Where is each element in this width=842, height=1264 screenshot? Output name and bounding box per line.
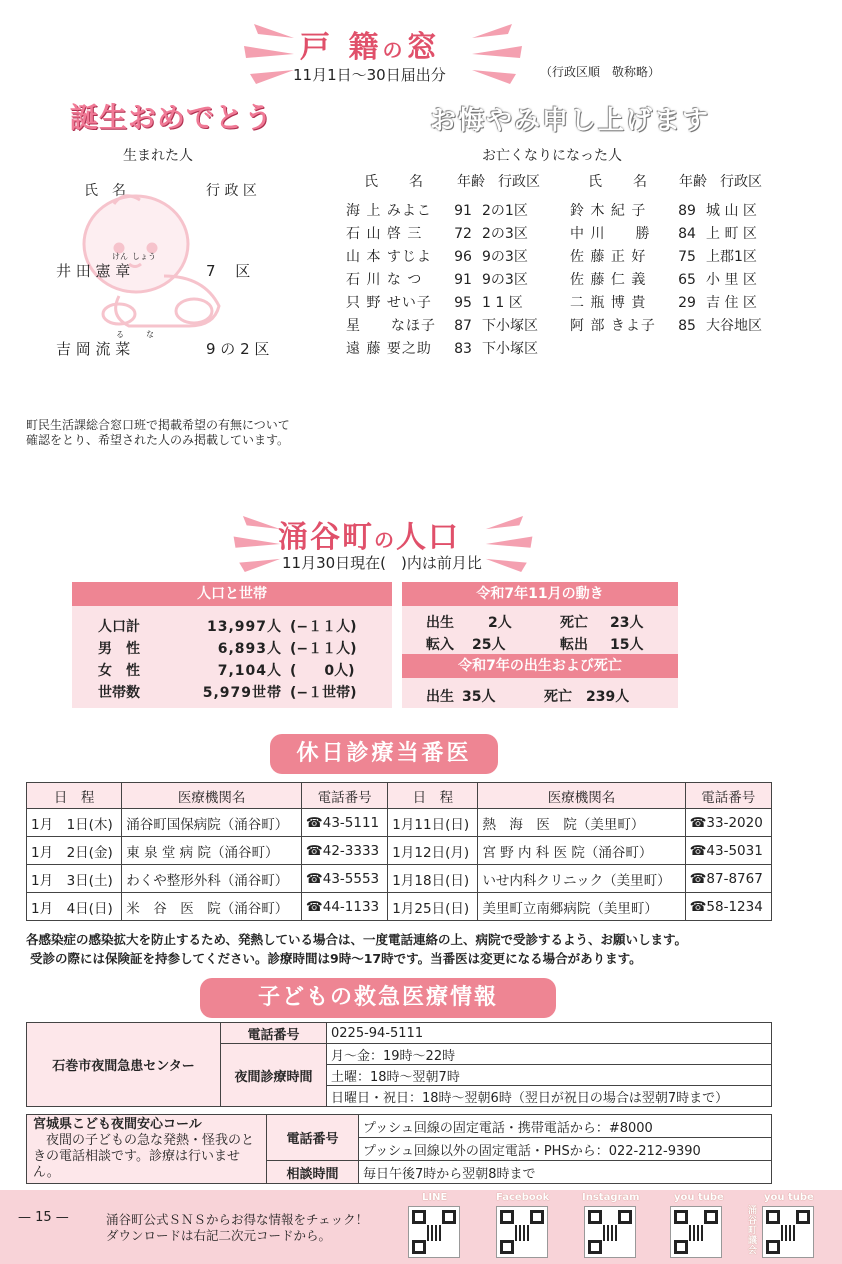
month-out-label: 転出 — [560, 637, 588, 653]
population-box — [72, 582, 392, 708]
age: 91 — [454, 272, 472, 288]
name: 遠 藤 要之助 — [346, 341, 432, 357]
pop-row-diff: ( 0人) — [290, 663, 355, 679]
call-info — [27, 1115, 267, 1184]
age: 65 — [678, 272, 696, 288]
deceased-row — [570, 246, 786, 269]
age: 83 — [454, 341, 472, 357]
holiday-title: 休日診療当番医 — [270, 734, 498, 774]
deceased-row — [346, 200, 562, 223]
district: 1 1 区 — [482, 295, 523, 311]
month-in: 25人 — [472, 637, 506, 653]
births-col-district: 行 政 区 — [206, 183, 257, 199]
name: 石 川 な つ — [346, 272, 423, 288]
birth-ruby: な — [146, 330, 154, 339]
birth-ruby: けん — [112, 252, 128, 261]
deceased-row — [570, 223, 786, 246]
phone: ☎43-5031 — [685, 837, 771, 865]
deceased-list-right — [570, 200, 786, 338]
births-title: 誕生おめでとう — [70, 101, 274, 134]
title-rays-left — [238, 24, 298, 84]
district: 2の1区 — [482, 203, 528, 219]
koseki-title-a: 戸 籍 — [300, 30, 383, 65]
pop-row-value: 7,104人 — [217, 663, 282, 679]
date: 1月 2日(金) — [27, 837, 122, 865]
hours-saturday: 土曜：18時〜翌朝7時 — [327, 1065, 772, 1086]
name: 佐 藤 正 好 — [570, 249, 647, 265]
district: 下小塚区 — [482, 318, 538, 334]
night-hours-label: 夜間診療時間 — [221, 1044, 327, 1107]
date: 1月 3日(土) — [27, 865, 122, 893]
name: 海 上 みよこ — [346, 203, 432, 219]
month-in-label: 転入 — [426, 637, 454, 653]
deceased-row — [570, 292, 786, 315]
district: 小 里 区 — [706, 272, 757, 288]
koseki-subtitle: 11月1日〜30日届出分 — [293, 66, 446, 84]
col-phone: 電話番号 — [301, 783, 387, 809]
call-name: 宮城県こども夜間安心コール — [33, 1117, 202, 1132]
name: 山 本 すじよ — [346, 249, 432, 265]
pop-title-no: の — [374, 528, 396, 552]
qr-label-youtube-assembly: you tube — [764, 1192, 814, 1203]
birth-name: 井 田 憲 章 — [56, 262, 131, 280]
date: 1月 1日(木) — [27, 809, 122, 837]
holiday-header-row — [27, 783, 772, 809]
table-row — [27, 893, 772, 921]
age: 72 — [454, 226, 472, 242]
call-time-label: 相談時間 — [267, 1161, 359, 1184]
col-clinic: 医療機関名 — [122, 783, 302, 809]
month-birth: 2人 — [488, 615, 512, 631]
district: 大谷地区 — [706, 318, 762, 334]
holiday-note-2: 受診の際には保険証を持参してください。診療時間は9時〜17時です。当番医は変更になる場合があります。 — [30, 951, 642, 966]
koseki-title-no: の — [382, 38, 407, 62]
clinic: 涌谷町国保病院（涌谷町） — [122, 809, 302, 837]
clinic: 熱 海 医 院（美里町） — [478, 809, 685, 837]
deceased-header-right — [588, 171, 792, 191]
pop-row-label: 人口計 — [98, 619, 140, 635]
date: 1月25日(日) — [388, 893, 478, 921]
col-clinic: 医療機関名 — [478, 783, 685, 809]
name: 二 瓶 博 貴 — [570, 295, 647, 311]
birth-row-1 — [56, 252, 156, 281]
center-name: 石巻市夜間急患センター — [27, 1023, 221, 1107]
pop-row-value: 6,893人 — [217, 641, 282, 657]
col-phone: 電話番号 — [685, 783, 771, 809]
pop-row-diff: (−１１人) — [290, 619, 357, 635]
year-birth-label: 出生 — [426, 689, 454, 705]
col-date: 日 程 — [27, 783, 122, 809]
pop-row-label: 女 性 — [98, 663, 140, 679]
call-phone-2: プッシュ回線以外の固定電話・PHSから：022-212-9390 — [359, 1138, 772, 1161]
year-header: 令和7年の出生および死亡 — [402, 654, 678, 678]
qr-label-line: LINE — [422, 1192, 448, 1203]
qr-code-youtube-assembly[interactable] — [762, 1206, 814, 1258]
clinic: 米 谷 医 院（涌谷町） — [122, 893, 302, 921]
birth-ruby: しょう — [132, 252, 156, 261]
population-subtitle: 11月30日現在( )内は前月比 — [282, 554, 482, 572]
qr-side-label: 涌谷町議会 — [748, 1206, 758, 1256]
qr-code-line[interactable] — [408, 1206, 460, 1258]
phone: ☎42-3333 — [301, 837, 387, 865]
district: 下小塚区 — [482, 341, 538, 357]
hours-weekday: 月〜金：19時〜22時 — [327, 1044, 772, 1065]
age: 95 — [454, 295, 472, 311]
pop-row-label: 世帯数 — [98, 685, 140, 701]
koseki-title-b: 窓 — [406, 30, 441, 65]
age: 75 — [678, 249, 696, 265]
qr-code-facebook[interactable] — [496, 1206, 548, 1258]
night-center-table — [26, 1022, 772, 1107]
clinic: 東 泉 堂 病 院（涌谷町） — [122, 837, 302, 865]
population-box-header: 人口と世帯 — [72, 582, 392, 606]
clinic: わくや整形外科（涌谷町） — [122, 865, 302, 893]
date: 1月 4日(日) — [27, 893, 122, 921]
order-note: （行政区順 敬称略） — [540, 65, 661, 79]
deceased-row — [570, 315, 786, 338]
name: 只 野 せい子 — [346, 295, 432, 311]
district: 9の3区 — [482, 249, 528, 265]
deceased-header-left — [364, 171, 570, 191]
pop-title-a: 涌谷町 — [278, 520, 374, 555]
deceased-row — [346, 246, 562, 269]
qr-code-instagram[interactable] — [584, 1206, 636, 1258]
col-district: 行政区 — [498, 174, 540, 190]
age: 85 — [678, 318, 696, 334]
name: 中 川 勝 — [570, 226, 651, 242]
qr-label-facebook: Facebook — [496, 1192, 550, 1203]
birth-name: 吉 岡 流 菜 — [56, 340, 131, 358]
month-death: 23人 — [610, 615, 644, 631]
table-row — [27, 865, 772, 893]
pop-rays-right — [482, 516, 538, 572]
pop-rays-left — [228, 516, 284, 572]
phone: ☎43-5111 — [301, 809, 387, 837]
title-rays-right — [468, 24, 528, 84]
name: 佐 藤 仁 義 — [570, 272, 647, 288]
table-row — [27, 809, 772, 837]
night-call-table — [26, 1114, 772, 1184]
name: 星 なほ子 — [346, 318, 436, 334]
deceased-row — [346, 292, 562, 315]
qr-label-youtube: you tube — [674, 1192, 724, 1203]
col-age: 年齢 — [679, 174, 707, 190]
pop-row-value: 13,997人 — [206, 619, 282, 635]
col-name: 氏 名 — [588, 174, 648, 190]
birth-ruby: る — [116, 330, 124, 339]
district: 吉 住 区 — [706, 295, 757, 311]
phone: ☎87-8767 — [685, 865, 771, 893]
age: 89 — [678, 203, 696, 219]
phone: ☎43-5553 — [301, 865, 387, 893]
call-desc: 夜間の子どもの急な発熱・怪我のときの電話相談です。診療は行いません。 — [33, 1133, 255, 1180]
pop-row-label: 男 性 — [98, 641, 140, 657]
pop-row-value: 5,979世帯 — [202, 685, 282, 701]
col-name: 氏 名 — [364, 174, 424, 190]
births-caption: 生まれた人 — [123, 148, 193, 164]
deceased-row — [570, 269, 786, 292]
condolences-caption: お亡くなりになった人 — [482, 148, 622, 164]
footer-line-2: ダウンロードは右記二次元コードから。 — [106, 1228, 332, 1243]
date: 1月12日(月) — [388, 837, 478, 865]
district: 上郡1区 — [706, 249, 757, 265]
district: 2の3区 — [482, 226, 528, 242]
district: 上 町 区 — [706, 226, 757, 242]
deceased-row — [346, 315, 562, 338]
birth-row-2 — [56, 330, 154, 359]
qr-label-instagram: Instagram — [582, 1192, 640, 1203]
district: 城 山 区 — [706, 203, 757, 219]
age: 87 — [454, 318, 472, 334]
phone-label: 電話番号 — [221, 1023, 327, 1044]
month-header: 令和7年11月の動き — [402, 582, 678, 606]
col-date: 日 程 — [388, 783, 478, 809]
call-phone-1: プッシュ回線の固定電話・携帯電話から：#8000 — [359, 1115, 772, 1138]
qr-code-youtube[interactable] — [670, 1206, 722, 1258]
call-phone-label: 電話番号 — [267, 1115, 359, 1161]
district: 9の3区 — [482, 272, 528, 288]
col-district: 行政区 — [720, 174, 762, 190]
deceased-row — [346, 269, 562, 292]
age: 91 — [454, 203, 472, 219]
year-death: 239人 — [586, 689, 630, 705]
deceased-row — [346, 223, 562, 246]
hours-holiday: 日曜日・祝日：18時〜翌朝6時（翌日が祝日の場合は翌朝7時まで） — [327, 1086, 772, 1107]
phone: ☎44-1133 — [301, 893, 387, 921]
year-birth: 35人 — [462, 689, 496, 705]
clinic: いせ内科クリニック（美里町） — [478, 865, 685, 893]
age: 96 — [454, 249, 472, 265]
koseki-title — [300, 22, 440, 66]
year-death-label: 死亡 — [544, 689, 572, 705]
clinic: 宮 野 内 科 医 院（涌谷町） — [478, 837, 685, 865]
population-title — [278, 512, 460, 556]
age: 84 — [678, 226, 696, 242]
month-out: 15人 — [610, 637, 644, 653]
month-birth-label: 出生 — [426, 615, 454, 631]
birth-district: 9 の 2 区 — [206, 340, 270, 358]
footer-line-1: 涌谷町公式ＳＮＳからお得な情報をチェック！ — [106, 1212, 369, 1227]
deceased-row — [570, 200, 786, 223]
condolences-title: お悔やみ申し上げます — [430, 106, 711, 136]
call-time: 毎日午後7時から翌朝8時まで — [359, 1161, 772, 1184]
name: 阿 部 きよ子 — [570, 318, 656, 334]
holiday-note-1: 各感染症の感染拡大を防止するため、発熱している場合は、一度電話連絡の上、病院で受診するよう、お願いします。 — [26, 932, 688, 947]
col-age: 年齢 — [457, 174, 485, 190]
footer — [0, 1190, 842, 1264]
movement-box — [402, 582, 678, 708]
clinic: 美里町立南郷病院（美里町） — [478, 893, 685, 921]
holiday-table — [26, 782, 772, 921]
name: 鈴 木 紀 子 — [570, 203, 647, 219]
footnote: 町民生活課総合窓口班で掲載希望の有無について確認をとり、希望された人のみ掲載しています。 — [26, 418, 290, 447]
pop-row-diff: (−１１人) — [290, 641, 357, 657]
date: 1月18日(日) — [388, 865, 478, 893]
birth-district: 7 区 — [206, 262, 251, 280]
phone: ☎58-1234 — [685, 893, 771, 921]
kids-title: 子どもの救急医療情報 — [200, 978, 556, 1018]
phone: ☎33-2020 — [685, 809, 771, 837]
month-death-label: 死亡 — [560, 615, 588, 631]
pop-row-diff: (−１世帯) — [290, 685, 357, 701]
table-row — [27, 837, 772, 865]
deceased-list-left — [346, 200, 562, 361]
births-col-name: 氏 名 — [84, 183, 126, 199]
center-phone: 0225-94-5111 — [327, 1023, 772, 1044]
page-number: — 15 — — [18, 1210, 69, 1225]
date: 1月11日(日) — [388, 809, 478, 837]
deceased-row — [346, 338, 562, 361]
age: 29 — [678, 295, 696, 311]
name: 石 山 啓 三 — [346, 226, 423, 242]
pop-title-b: 人口 — [396, 520, 460, 555]
